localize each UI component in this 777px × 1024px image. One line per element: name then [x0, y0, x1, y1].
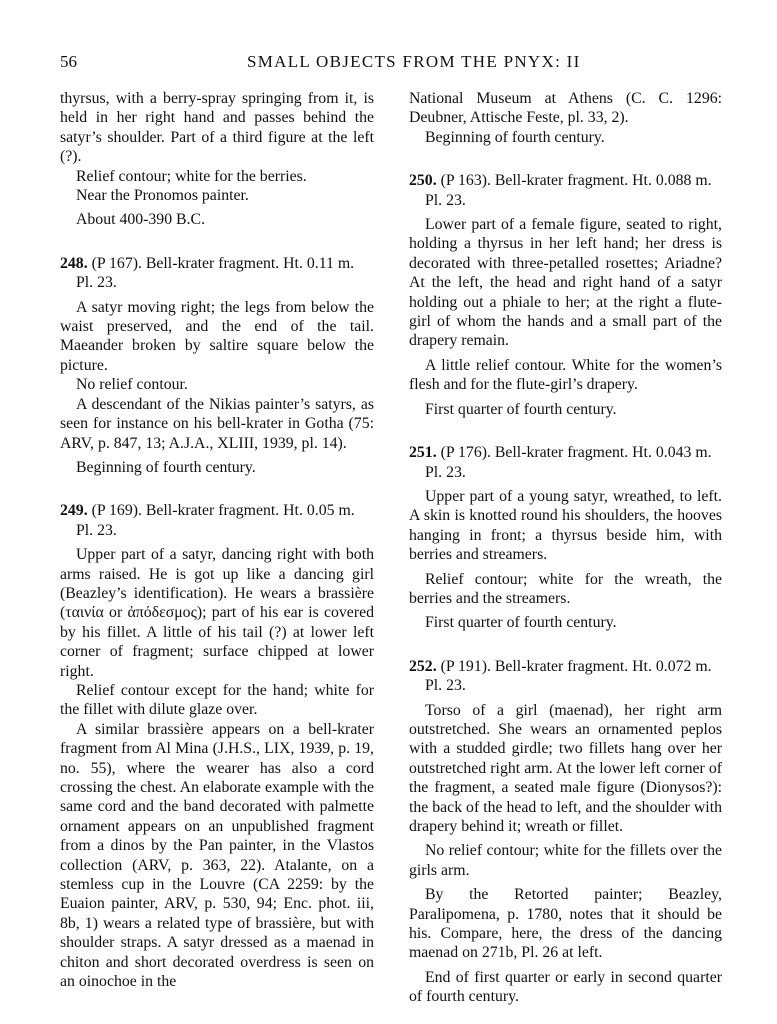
paragraph: Relief contour; white for the berries. [76, 167, 307, 185]
entry-heading: (P 191). Bell-krater fragment. Ht. 0.072 m. Pl. 23. [425, 657, 712, 695]
catalogue-entry-252 [409, 657, 722, 696]
paragraph: No relief contour. [76, 376, 188, 394]
catalogue-entry-250 [409, 171, 722, 210]
paragraph: Relief contour except for the hand; white for the fillet with dilute glaze over. [60, 681, 374, 719]
paragraph: Relief contour; white for the wreath, the berries and the streamers. [409, 570, 722, 607]
entry-number: 251. [409, 444, 437, 462]
paragraph: A satyr moving right; the legs from below the waist preserved, and the end of the tail. Maeander broken by saltire square below the picture. [60, 298, 374, 374]
date-line: First quarter of fourth century. [425, 400, 617, 418]
entry-heading: (P 169). Bell-krater fragment. Ht. 0.05 m. Pl. 23. [76, 502, 355, 539]
left-column [60, 89, 374, 991]
running-title: SMALL OBJECTS FROM THE PNYX: II [247, 52, 581, 71]
paragraph: A similar brassière appears on a bell-krater fragment from Al Mina (J.H.S., LIX, 1939, p. 19, no. 55), where the wearer has also a cord crossing the chest. An elaborate example with the same cord and the band decorated with palmette ornament appears on an unpublished fragment from a dinos by the Pan painter, in the Vlastos collection (ARV, p. 363, 22). Atalante, on a stemless cup in the Louvre (CA 2259: by the Euaion painter, ARV, p. 530, 94; Enc. phot. iii, 8b, 1) wears a related type of brassière, but with shoulder straps. A satyr dressed as a maenad in chiton and short decorated overdress is seen on an oinochoe in the [60, 720, 374, 991]
paragraph: Upper part of a satyr, dancing right with both arms raised. He is got up like a dancing girl (Beazley’s identification). He wears a brassière (ταινία or ἀπόδεσμος); part of his ear is covered by his fillet. A little of his tail (?) at lower left corner of fragment; surface chipped at lower right. [60, 546, 374, 680]
catalogue-entry-248 [60, 254, 374, 293]
paragraph: A little relief contour. White for the women’s flesh and for the flute-girl’s drapery. [409, 356, 722, 394]
entry-heading: (P 163). Bell-krater fragment. Ht. 0.088 m. Pl. 23. [425, 172, 712, 209]
paragraph: Torso of a girl (maenad), her right arm outstretched. She wears an ornamented peplos with a studded girdle; two fillets hang over her outstretched right arm. At the lower left corner of the fragment, a seated male figure (Dionysos?): the back of the head to left, and the shoulder with drapery behind it; wreath or fillet. [409, 701, 722, 835]
paragraph: No relief contour; white for the fillets over the girls arm. [409, 842, 722, 879]
entry-number: 249. [60, 502, 88, 520]
date-line: Beginning of fourth century. [425, 128, 605, 146]
date-line: About 400-390 B.C. [76, 211, 206, 229]
catalogue-entry-249 [60, 501, 374, 540]
entry-number: 252. [409, 657, 437, 675]
entry-number: 248. [60, 254, 88, 272]
entry-heading: (P 167). Bell-krater fragment. Ht. 0.11 m. Pl. 23. [76, 254, 355, 292]
date-line: Beginning of fourth century. [76, 458, 256, 476]
entry-heading: (P 176). Bell-krater fragment. Ht. 0.043 m. Pl. 23. [425, 444, 712, 481]
paragraph: Near the Pronomos painter. [76, 187, 249, 205]
paragraph: By the Retorted painter; Beazley, Paralipomena, p. 1780, notes that it should be his. Compare, here, the dress of the dancing maenad on 271b, Pl. 26 at left. [409, 886, 722, 962]
catalogue-entry-251 [409, 443, 722, 482]
entry-number: 250. [409, 172, 437, 190]
page-number: 56 [60, 52, 77, 71]
date-line: First quarter of fourth century. [425, 614, 617, 632]
running-header [0, 52, 777, 76]
date-line: End of first quarter or early in second quarter of fourth century. [409, 968, 722, 1006]
continued-paragraph: National Museum at Athens (C. C. 1296: Deubner, Attische Feste, pl. 33, 2). [409, 90, 722, 127]
paragraph: A descendant of the Nikias painter’s satyrs, as seen for instance on his bell-krater in Gotha (75: ARV, p. 847, 13; A.J.A., XLIII, 1939, pl. 14). [60, 395, 374, 452]
continued-paragraph: thyrsus, with a berry-spray springing from it, is held in her right hand and passes behind the satyr’s shoulder. Part of a third figure at the left (?). [60, 90, 374, 166]
paragraph: Upper part of a young satyr, wreathed, to left. A skin is knotted round his shoulders, the hooves hanging in front; a thyrsus beside him, with berries and streamers. [409, 487, 722, 564]
right-column [409, 89, 722, 1007]
paragraph: Lower part of a female figure, seated to right, holding a thyrsus in her left hand; her dress is decorated with three-petalled rosettes; Ariadne? At the left, the head and right hand of a satyr holding out a phiale to her; at the right a flute-girl of whom the hands and a small part of the drapery remain. [409, 216, 722, 350]
